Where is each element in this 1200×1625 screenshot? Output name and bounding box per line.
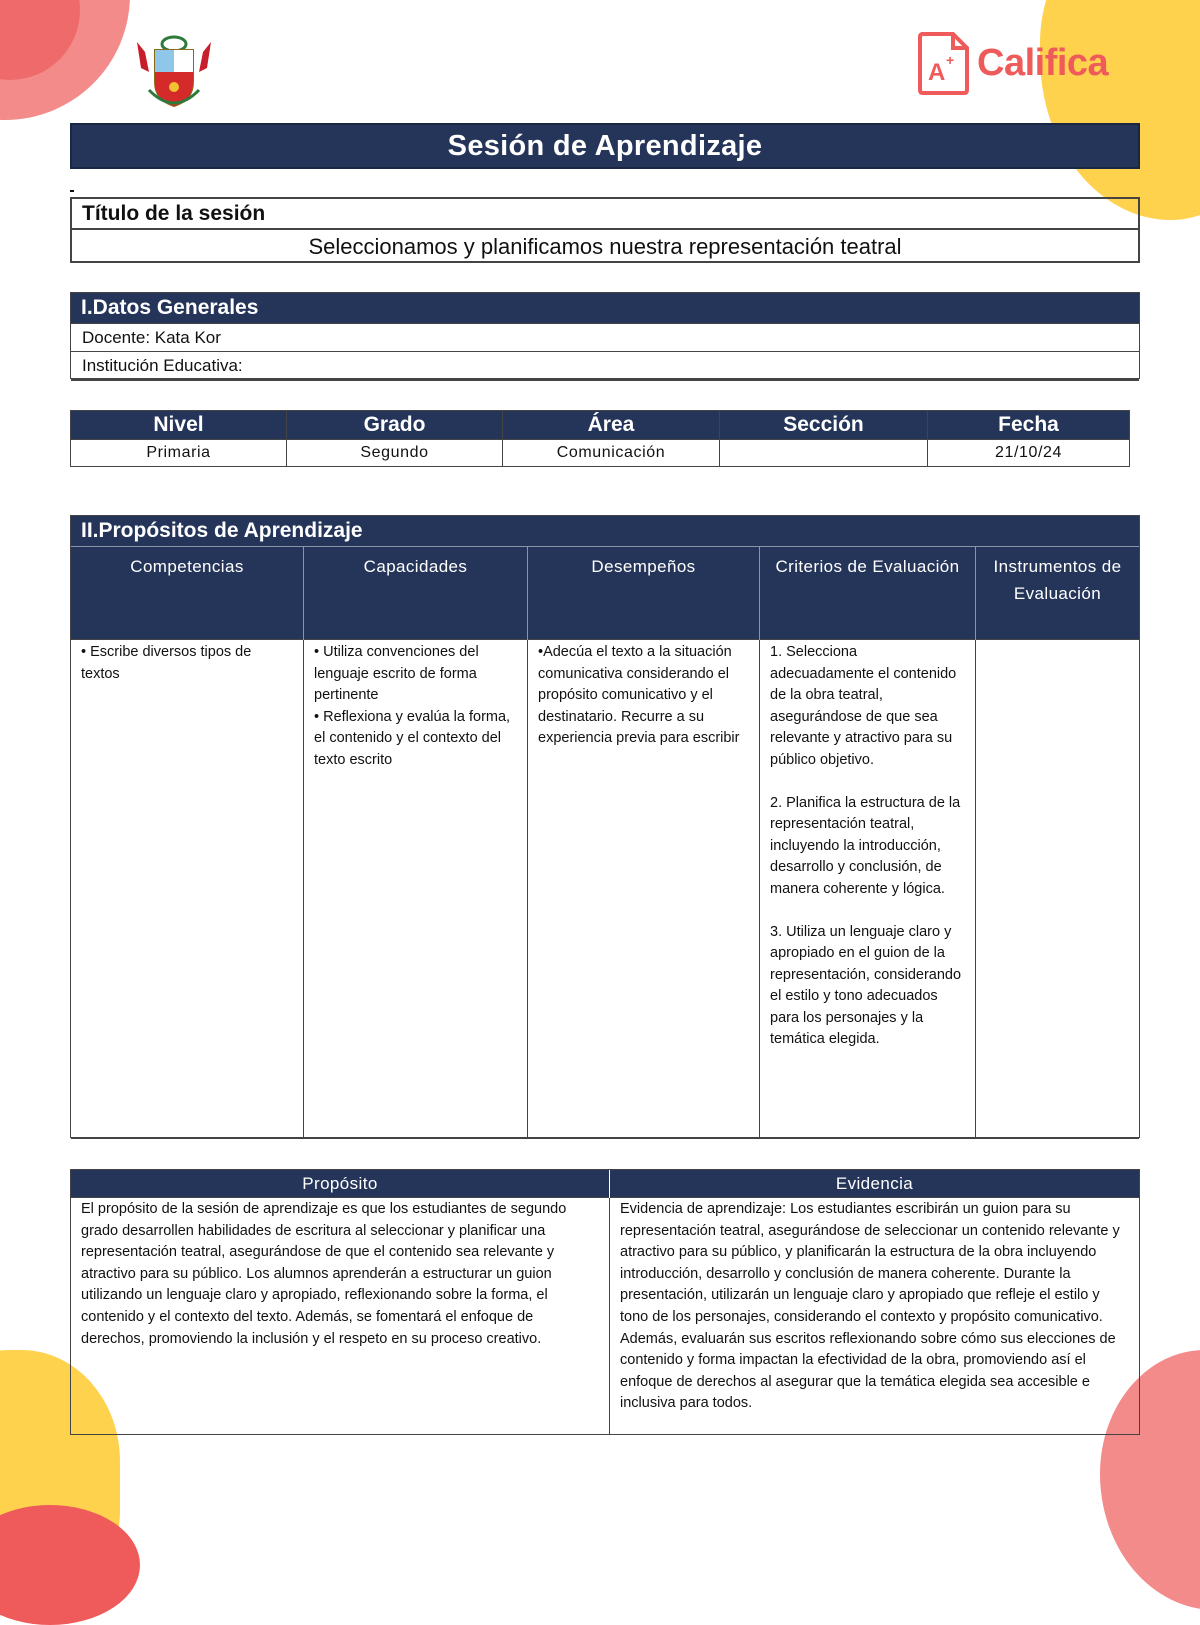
purpose-evidence-section <box>70 1169 1140 1435</box>
purpose-evidence-body-row <box>71 1198 1139 1435</box>
teacher-row: Docente: Kata Kor <box>71 323 1139 351</box>
cell-proposito: El propósito de la sesión de aprendizaje es que los estudiantes de segundo grado desarrollen habilidades de escritura al seleccionar y planificar una representación teatral, asegurándose de que el contenido sea relevante y atractivo para su público. Los alumnos aprenderán a estructurar un guion utilizando un lenguaje claro y apropiado, reflexionando sobre la forma, el contenido y el contexto del texto. Además, se fomentará el enfoque de derechos, promoviendo la inclusión y el respeto en su proceso creativo. <box>71 1198 610 1435</box>
info-header-grado: Grado <box>287 411 503 440</box>
info-table <box>70 410 1130 467</box>
header-desempenos: Desempeños <box>528 547 760 640</box>
califica-logo <box>915 28 1130 98</box>
logo-icon-letter: A <box>928 59 946 86</box>
coat-of-arms-icon <box>135 32 213 110</box>
cell-criterios: 1. Selecciona adecuadamente el contenido de la obra teatral, asegurándose de que sea relevante y atractivo para su público objetivo. 2. Planifica la estructura de la representación teatral, incluyendo la introducción, desarrollo y conclusión, de manera coherente y lógica. 3. Utiliza un lenguaje claro y apropiado en el guion de la representación, considerando el estilo y tono adecuados para los personajes y la temática elegida. <box>760 640 976 1139</box>
cell-competencias: • Escribe diversos tipos de textos <box>71 640 304 1139</box>
cell-evidencia: Evidencia de aprendizaje: Los estudiantes escribirán un guion para su representación teatral, asegurándose de seleccionar un contenido relevante y atractivo para su público, y planificarán la estructura de la obra incluyendo introducción, desarrollo y conclusión de manera coherente. Durante la presentación, utilizarán un lenguaje claro y apropiado que refleje el estilo y tono de los personajes, considerando el contexto y propósito comunicativo. Además, evaluarán sus escritos reflexionando sobre cómo sus elecciones de contenido y forma impactan la efectividad de la obra, promoviendo así el enfoque de derechos al asegurar que la temática elegida sea accesible e inclusiva para todos. <box>610 1198 1140 1435</box>
learning-purposes-table <box>71 547 1139 1139</box>
info-header-nivel: Nivel <box>71 411 287 440</box>
header-capacidades: Capacidades <box>304 547 528 640</box>
purposes-body-row <box>71 640 1139 1139</box>
header-competencias: Competencias <box>71 547 304 640</box>
info-header-seccion: Sección <box>720 411 928 440</box>
header-criterios: Criterios de Evaluación <box>760 547 976 640</box>
info-value-seccion <box>720 440 928 467</box>
logo-text: Califica <box>977 41 1109 84</box>
session-title-label: Título de la sesión <box>72 199 1138 230</box>
info-header-area: Área <box>503 411 720 440</box>
institution-row: Institución Educativa: <box>71 351 1139 381</box>
califica-logo-icon <box>915 30 971 96</box>
info-value-fecha: 21/10/24 <box>928 440 1130 467</box>
general-data-heading: I.Datos Generales <box>71 293 1139 323</box>
info-value-area: Comunicación <box>503 440 720 467</box>
purpose-evidence-header-row <box>71 1170 1139 1198</box>
info-table-value-row <box>71 440 1130 467</box>
header-proposito: Propósito <box>71 1170 610 1198</box>
header-evidencia: Evidencia <box>610 1170 1140 1198</box>
cell-capacidades: • Utiliza convenciones del lenguaje escrito de forma pertinente • Reflexiona y evalúa la forma, el contenido y el contexto del texto escrito <box>304 640 528 1139</box>
cell-instrumentos <box>976 640 1140 1139</box>
page-title: Sesión de Aprendizaje <box>70 123 1140 169</box>
info-table-header-row <box>71 411 1130 440</box>
purpose-evidence-table <box>71 1170 1139 1434</box>
purposes-header-row <box>71 547 1139 640</box>
cell-desempenos: •Adecúa el texto a la situación comunicativa considerando el propósito comunicativo y el destinatario. Recurre a su experiencia previa para escribir <box>528 640 760 1139</box>
learning-purposes-heading: II.Propósitos de Aprendizaje <box>71 516 1139 547</box>
info-value-nivel: Primaria <box>71 440 287 467</box>
session-title-value: Seleccionamos y planificamos nuestra representación teatral <box>308 234 902 259</box>
general-data-section <box>70 292 1140 379</box>
info-header-fecha: Fecha <box>928 411 1130 440</box>
header-instrumentos: Instrumentos de Evaluación <box>976 547 1140 640</box>
session-title-block <box>70 197 1140 263</box>
divider-mark <box>70 190 74 192</box>
logo-icon-plus: + <box>946 52 955 68</box>
learning-purposes-section <box>70 515 1140 1138</box>
info-value-grado: Segundo <box>287 440 503 467</box>
